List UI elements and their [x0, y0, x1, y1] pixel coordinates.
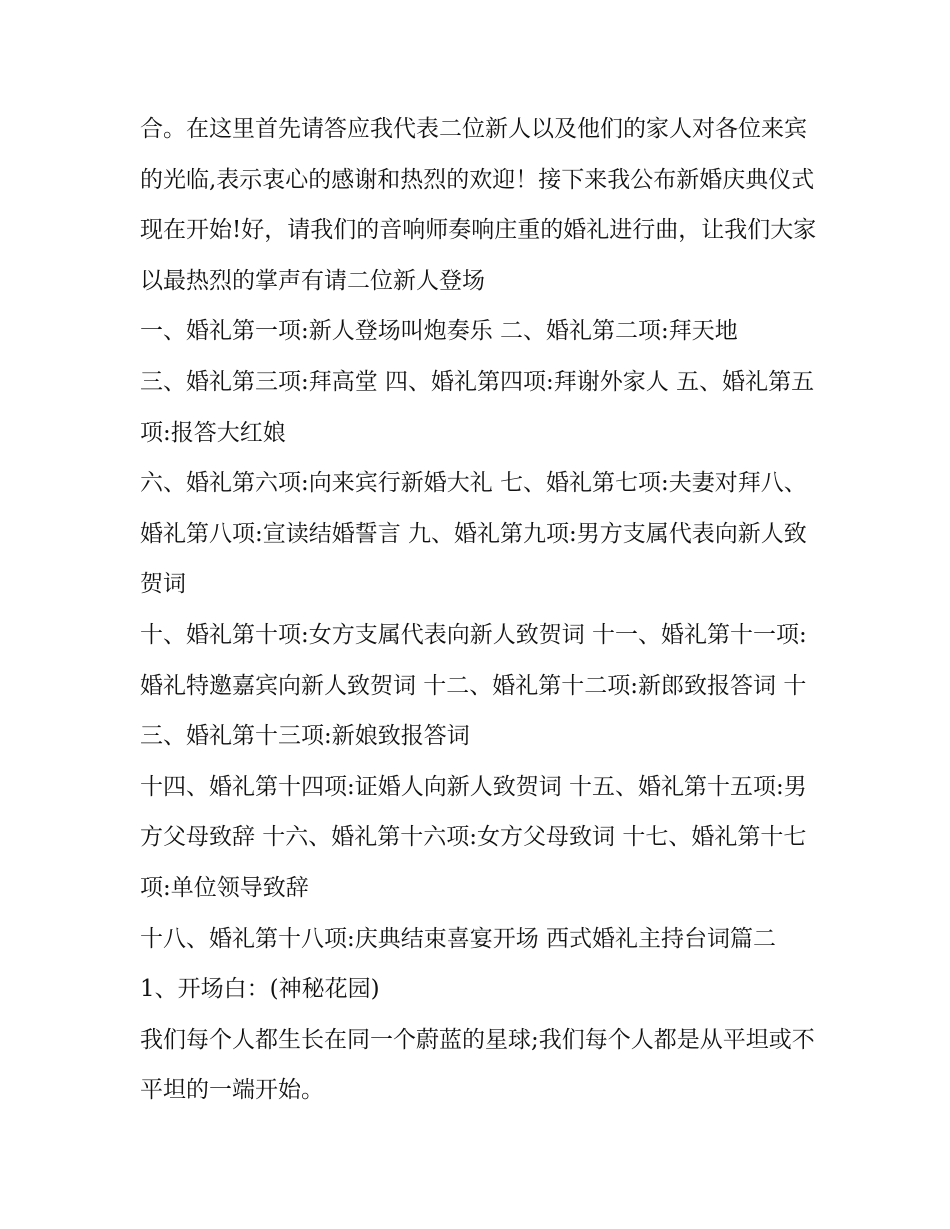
paragraph-ceremony-items-3-5: 三、婚礼第三项:拜高堂 四、婚礼第四项:拜谢外家人 五、婚礼第五项:报答大红娘 [140, 368, 815, 446]
paragraph-ceremony-items-6-9: 六、婚礼第六项:向来宾行新婚大礼 七、婚礼第七项:夫妻对拜八、婚礼第八项:宣读结婚誓言 九、婚礼第九项:男方支属代表向新人致贺词 [140, 470, 807, 598]
paragraph-opening-remarks: 我们每个人都生长在同一个蔚蓝的星球;我们每个人都是从平坦或不平坦的一端开始。 [140, 1026, 815, 1104]
paragraph-ceremony-item-18-and-section-two: 十八、婚礼第十八项:庆典结束喜宴开场 西式婚礼主持台词篇二 1、开场白：(神秘花园) [140, 925, 784, 1003]
paragraph-ceremony-items-10-13: 十、婚礼第十项:女方支属代表向新人致贺词 十一、婚礼第十一项:婚礼特邀嘉宾向新人致贺词 十二、婚礼第十二项:新郎致报答词 十三、婚礼第十三项:新娘致报答词 [140, 621, 807, 750]
paragraph-opening: 合。在这里首先请答应我代表二位新人以及他们的家人对各位来宾的光临,表示衷心的感谢和热烈的欢迎！接下来我公布新婚庆典仪式现在开始!好，请我们的音响师奏响庄重的婚礼进行曲，让我们大家以最热烈的掌声有请二位新人登场 [140, 116, 817, 294]
paragraph-ceremony-items-14-17: 十四、婚礼第十四项:证婚人向新人致贺词 十五、婚礼第十五项:男方父母致辞 十六、婚礼第十六项:女方父母致词 十七、婚礼第十七项:单位领导致辞 [140, 773, 807, 901]
document-body [140, 104, 820, 1116]
paragraph-ceremony-items-1-2: 一、婚礼第一项:新人登场叫炮奏乐 二、婚礼第二项:拜天地 [140, 318, 738, 345]
